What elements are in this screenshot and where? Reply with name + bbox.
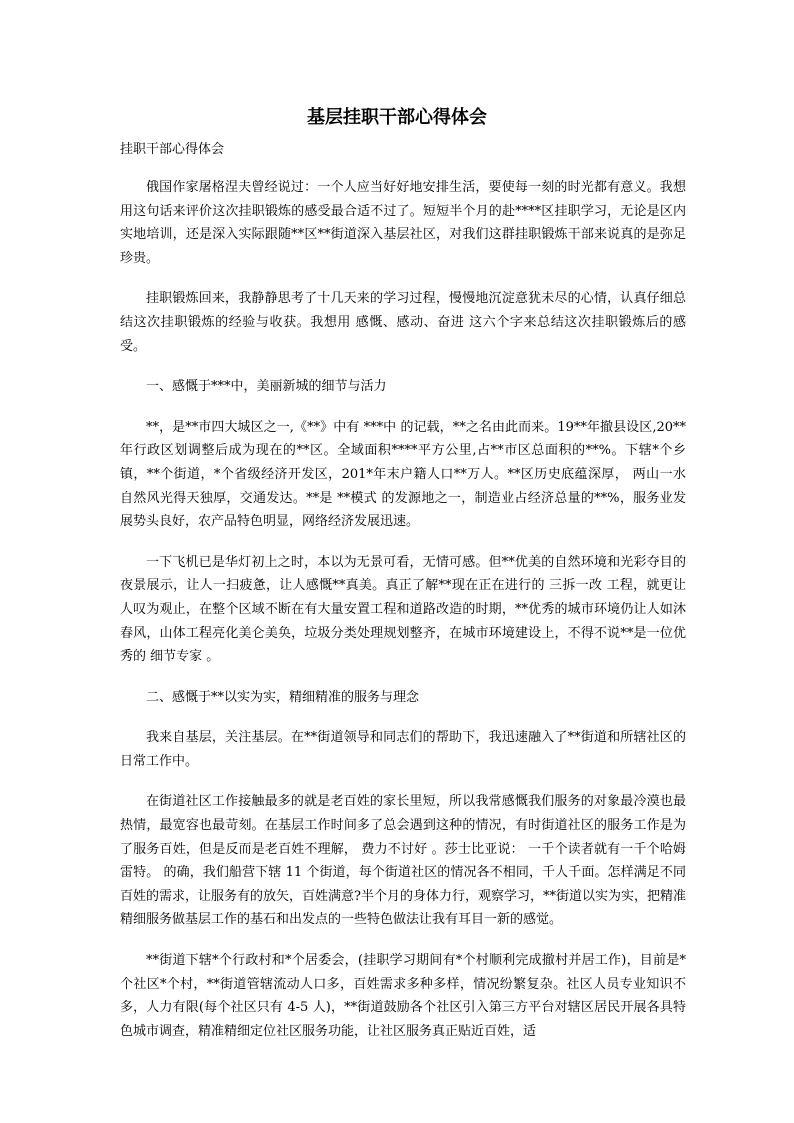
paragraph-community-work: 在街道社区工作接触最多的就是老百姓的家长里短，所以我常感慨我们服务的对象最冷漠也最热情，最宽容也最苛刻。在基层工作时间多了总会遇到这种的情况，有时街道社区的服务工作是为了服务百姓，但是反而是老百姓不理解， 费力不讨好 。莎士比亚说： 一千个读者就有一千个哈姆雷特。 的确，我们船营下辖 11 个街道，每个街道社区的情况各不相同，千人千面。怎样满足不同百姓的需求，让服务有的放矢，百姓满意?半个月的身体力行，观察学习，**街道以实为实，把精准精细服务做基层工作的基石和出发点的一些特色做法让我有耳目一新的感觉。 [120,794,686,928]
section-heading-2: 二、感慨于**以实为实，精细精准的服务与理念 [146,689,420,705]
paragraph-district-overview: **，是**市四大城区之一,《**》中有 ***中 的记载，**之名由此而来。19**年撤县设区,20**年行政区划调整后成为现在的**区。全域面积****平方公里,占**市区总面积的**%。下辖*个乡镇，**个街道，*个省级经济开发区，201*年末户籍人口**万人。**区历史底蕴深厚， 两山一水 自然风光得天独厚，交通发达。**是 **模式 的发源地之一，制造业占经济总量的**%，服务业发展势头良好，农产品特色明显，网络经济发展迅速。 [120,419,686,530]
document-title: 基层挂职干部心得体会 [307,107,487,128]
paragraph-intro: 俄国作家屠格涅夫曾经说过：一个人应当好好地安排生活，要使每一刻的时光都有意义。我想用这句话来评价这次挂职锻炼的感受最合适不过了。短短半个月的赴****区挂职学习，无论是区内实地培训，还是深入实际跟随**区**街道深入基层社区，对我们这群挂职锻炼干部来说真的是弥足珍贵。 [120,180,686,266]
document-body [120,176,686,1060]
paragraph-summary: 挂职锻炼回来，我静静思考了十几天来的学习过程，慢慢地沉淀意犹未尽的心情，认真仔细总结这次挂职锻炼的经验与收获。我想用 感慨、感动、奋进 这六个字来总结这次挂职锻炼后的感受。 [120,291,686,354]
paragraph-grassroots: 我来自基层，关注基层。在**街道领导和同志们的帮助下，我迅速融入了**街道和所辖社区的日常工作中。 [120,730,686,769]
section-heading-1: 一、感慨于***中，美丽新城的细节与活力 [146,379,387,395]
paragraph-city-impression: 一下飞机已是华灯初上之时，本以为无景可看，无情可感。但**优美的自然环境和光彩夺目的夜景展示，让人一扫疲惫，让人感慨**真美。真正了解**现在正在进行的 三拆一改 工程，就更让人叹为观止，在整个区域不断在有大量安置工程和道路改造的时期，**优秀的城市环境仍让人如沐春风，山体工程亮化美仑美奂，垃圾分类处理规划整齐，在城市环境建设上，不得不说**是一位优秀的 细节专家 。 [120,554,686,665]
paragraph-street-administration: **街道下辖*个行政村和*个居委会，(挂职学习期间有*个村顺利完成撤村并居工作)，目前是*个社区*个村，**街道管辖流动人口多，百姓需求多种多样，情况纷繁复杂。社区人员专业知识不多，人力有限(每个社区只有 4-5 人)，**街道鼓励各个社区引入第三方平台对辖区居民开展各具特色城市调查，精准精细定位社区服务功能，让社区服务真正贴近百姓，适 [120,953,686,1039]
document-subtitle: 挂职干部心得体会 [120,142,225,157]
